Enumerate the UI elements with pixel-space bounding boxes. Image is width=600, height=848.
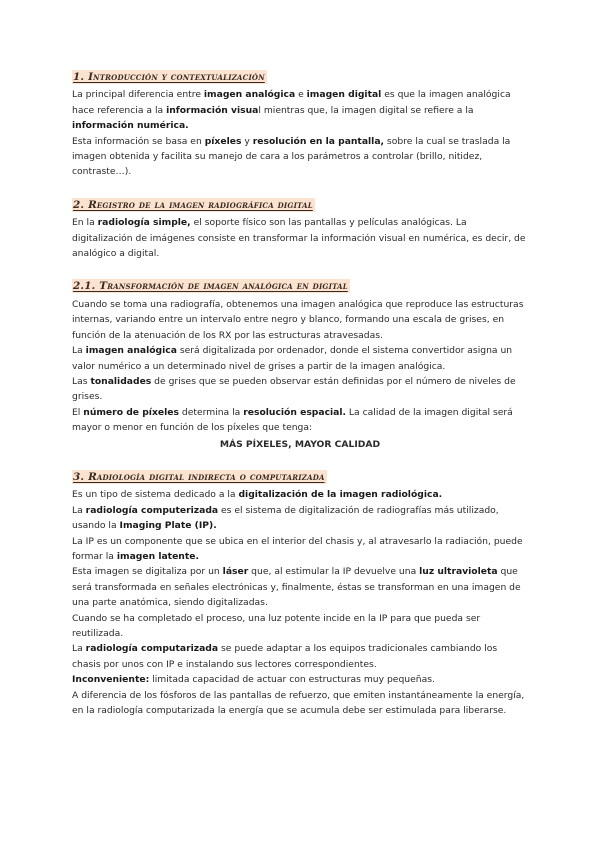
- section-heading: 3. Radiología digital indirecta o computarizada: [73, 470, 325, 483]
- text-run: será digitalizada por ordenador, donde el sistema convertidor asigna un valor numérico a un determinado nivel de grises a partir de la imagen analógica.: [72, 345, 513, 372]
- text-run: es que la imagen analógica hace referencia a la: [72, 89, 511, 116]
- paragraph: [72, 564, 528, 610]
- paragraph: [72, 374, 528, 405]
- document-page: [72, 70, 528, 736]
- bold-term: imagen analógica: [203, 89, 296, 101]
- text-run: La: [72, 504, 86, 516]
- bold-term: imagen latente.: [116, 550, 199, 562]
- text-run: se puede adaptar a los equipos tradicionales cambiando los chasis por unos con IP e instalando sus lectores correspondientes.: [72, 643, 498, 670]
- text-run: La IP es un componente que se ubica en el interior del chasis y, al atravesarlo la radiación, puede formar la: [72, 535, 523, 562]
- text-run: El: [72, 406, 84, 418]
- text-run: sobre la cual se traslada la imagen obtenida y facilita su manejo de cara a los parámetros a controlar (brillo, nitidez, contraste…).: [72, 135, 511, 178]
- section-3: [72, 279, 528, 451]
- text-run: e: [295, 89, 307, 101]
- text-run: Las: [72, 375, 91, 387]
- text-run: determina la: [178, 406, 244, 418]
- text-run: Cuando se ha completado el proceso, una luz potente incide en la IP para que pueda ser reutilizada.: [72, 612, 481, 639]
- text-run: En la: [72, 217, 98, 229]
- bold-term: tonalidades: [90, 375, 152, 387]
- bold-term: luz ultravioleta: [419, 566, 498, 578]
- bold-term: información numérica.: [72, 120, 189, 132]
- paragraph: [72, 688, 528, 719]
- section-heading: 2.1. Transformación de imagen analógica en digital: [73, 280, 348, 293]
- text-run: Cuando se toma una radiografía, obtenemos una imagen analógica que reproduce las estructuras internas, variando entre un intervalo entre negro y blanco, formando una escala de grises, en función de la atenuación de los RX por las estructuras atravesadas.: [72, 298, 524, 341]
- centered-emphasis: MÁS PÍXELES, MAYOR CALIDAD: [219, 438, 381, 450]
- text-run: de grises que se pueden observar están definidas por el número de niveles de grises.: [72, 375, 516, 403]
- text-run: Es un tipo de sistema dedicado a la: [72, 489, 239, 501]
- text-run: que será transformada en señales electrónicas y, finalmente, éstas se transforman en una imagen de una parte anatómica, siendo digitalizadas.: [72, 566, 521, 609]
- text-run: A diferencia de los fósforos de las pantallas de refuerzo, que emiten instantáneamente la energía, en la radiología computarizada la energía que se acumula debe ser estimulada para liberarse.: [72, 689, 525, 717]
- section-1: [72, 70, 528, 180]
- bold-term: número de píxeles: [83, 406, 179, 418]
- text-run: La: [72, 345, 86, 357]
- paragraph: [72, 534, 528, 565]
- bold-term: Imaging Plate (IP).: [119, 520, 217, 532]
- paragraph: [72, 215, 528, 261]
- paragraph: [72, 503, 528, 534]
- bold-term: información visua: [166, 104, 259, 116]
- paragraph: [72, 672, 528, 687]
- text-run: Esta información se basa en: [72, 135, 205, 147]
- paragraph: [72, 641, 528, 672]
- text-run: y: [241, 135, 253, 147]
- text-run: es el sistema de digitalización de radiografías más utilizado, usando la: [72, 504, 499, 532]
- text-run: el soporte físico son las pantallas y películas analógicas. La digitalización de imágenes consiste en transformar la información visual en numérica, es decir, de analógico a digital.: [72, 217, 526, 260]
- text-run: que, al estimular la IP devuelve una: [248, 566, 420, 578]
- bold-term: resolución espacial.: [243, 406, 347, 418]
- bold-term: píxeles: [204, 135, 242, 147]
- bold-term: radiología computarizada: [85, 643, 219, 655]
- text-run: La calidad de la imagen digital será mayor o menor en función de los píxeles que tenga:: [72, 406, 513, 434]
- section-2: [72, 198, 528, 262]
- bold-term: radiología simple,: [97, 217, 191, 229]
- paragraph: [72, 487, 528, 502]
- section-heading: 1. Introducción y contextualización: [73, 71, 265, 83]
- text-run: Esta imagen se digitaliza por un: [72, 566, 223, 578]
- bold-term: Inconveniente:: [72, 674, 150, 686]
- bold-term: imagen digital: [306, 89, 382, 101]
- paragraph: [72, 134, 528, 180]
- bold-term: radiología computerizada: [85, 504, 219, 516]
- section-heading: 2. Registro de la imagen radiográfica digital: [73, 198, 313, 211]
- text-run: La: [72, 643, 86, 655]
- bold-term: imagen analógica: [85, 345, 177, 357]
- paragraph: [72, 611, 528, 642]
- bold-term: láser: [222, 566, 249, 578]
- text-run: La principal diferencia entre: [72, 89, 204, 101]
- bold-term: resolución en la pantalla,: [252, 135, 385, 147]
- text-run: limitada capacidad de actuar con estructuras muy pequeñas.: [149, 674, 435, 686]
- text-run: l mientras que, la imagen digital se refiere a la: [258, 104, 474, 116]
- paragraph: [72, 343, 528, 374]
- paragraph: [72, 297, 528, 343]
- paragraph: [72, 405, 528, 436]
- bold-term: digitalización de la imagen radiológica.: [238, 489, 443, 501]
- paragraph: [72, 87, 528, 133]
- section-4: [72, 470, 528, 719]
